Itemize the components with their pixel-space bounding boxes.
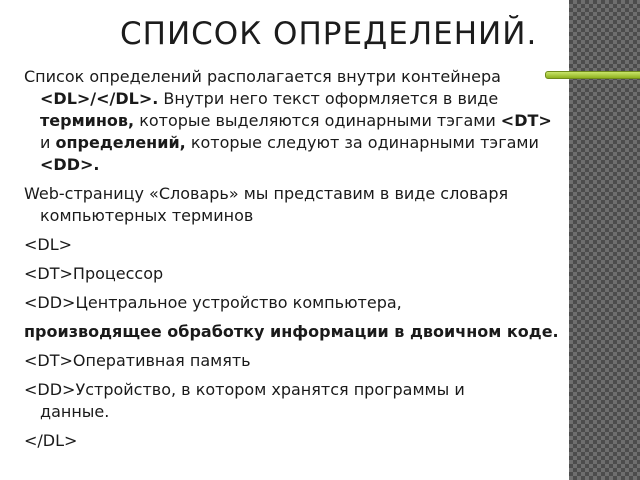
paragraph1-line4 [24, 132, 576, 154]
paragraph1-line2-text: Внутри него текст оформляется в виде [158, 89, 499, 108]
paragraph1-line1: Список определений располагается внутри контейнера [24, 67, 501, 86]
paragraph-definition-list [24, 66, 576, 176]
slide-title: СПИСОК ОПРЕДЕЛЕНИЙ. [120, 16, 538, 52]
tag-dd-bold: <DD>. [40, 155, 100, 174]
paragraph2-line2: компьютерных терминов [40, 206, 254, 225]
paragraph2-line1: Web-страницу «Словарь» мы представим в виде словаря [24, 184, 509, 203]
code-dd-processor-continued: производящее обработку информации в двоичном коде. [24, 322, 559, 341]
definitions-bold: определений, [55, 133, 186, 152]
tag-dl-bold: <DL>/</DL>. [40, 89, 159, 108]
code-dd-memory-line1: <DD>Устройство, в котором хранятся программы и [24, 380, 465, 399]
paragraph1-line5 [24, 154, 576, 176]
paragraph1-line3 [24, 110, 576, 132]
code-dd-memory [24, 379, 576, 423]
code-dd-processor: <DD>Центральное устройство компьютера, [24, 293, 402, 312]
paragraph1-line2 [24, 88, 576, 110]
slide-body [24, 66, 576, 459]
paragraph1-line4-text: которые следуют за одинарными тэгами [185, 133, 539, 152]
code-dd-memory-line2: данные. [40, 402, 110, 421]
code-dl-close: </DL> [24, 431, 78, 450]
paragraph-web-page [24, 183, 576, 227]
paragraph1-and: и [40, 133, 56, 152]
code-dt-processor: <DT>Процессор [24, 264, 164, 283]
code-dt-memory: <DT>Оперативная память [24, 351, 251, 370]
paragraph1-line3-text: которые выделяются одинарными тэгами [134, 111, 501, 130]
code-dl-open: <DL> [24, 235, 73, 254]
tag-dt-bold: <DT> [500, 111, 552, 130]
terms-bold: терминов, [40, 111, 135, 130]
